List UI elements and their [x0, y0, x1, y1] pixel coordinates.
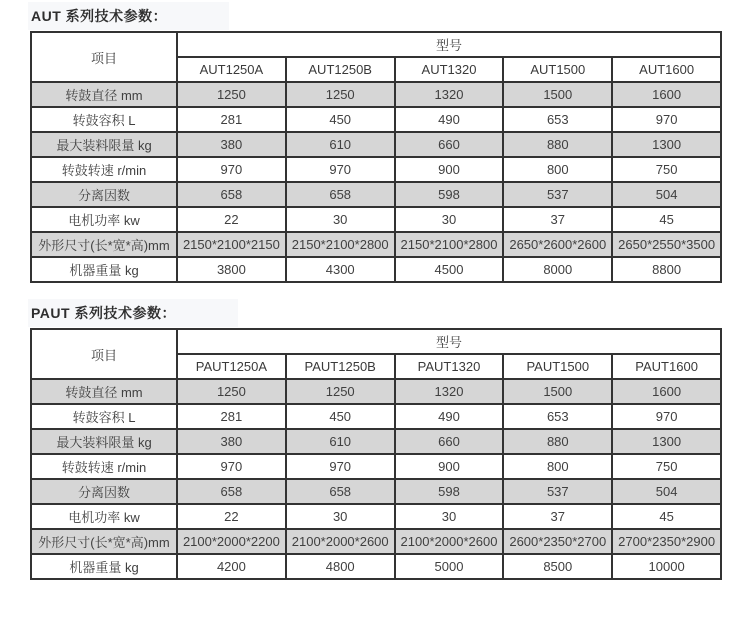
value-cell: 4800 [286, 554, 395, 579]
value-cell: 450 [286, 404, 395, 429]
value-cell: 2100*2000*2200 [177, 529, 286, 554]
value-cell: 750 [612, 157, 721, 182]
aut-series-title: AUT 系列技术参数： [28, 2, 229, 30]
row-label-cell: 转鼓直径 mm [31, 379, 177, 404]
table-row [31, 504, 721, 529]
model-header-cell: AUT1250A [177, 57, 286, 82]
value-cell: 8800 [612, 257, 721, 282]
value-cell: 658 [177, 182, 286, 207]
value-cell: 800 [503, 454, 612, 479]
value-cell: 281 [177, 107, 286, 132]
value-cell: 658 [286, 479, 395, 504]
model-header-cell: AUT1320 [395, 57, 504, 82]
value-cell: 970 [177, 157, 286, 182]
aut-series-table [30, 31, 722, 283]
value-cell: 1600 [612, 379, 721, 404]
value-cell: 2150*2100*2800 [395, 232, 504, 257]
row-label-cell: 电机功率 kw [31, 504, 177, 529]
model-header-cell: AUT1600 [612, 57, 721, 82]
value-cell: 2100*2000*2600 [395, 529, 504, 554]
value-cell: 598 [395, 182, 504, 207]
value-cell: 2650*2600*2600 [503, 232, 612, 257]
row-label-cell: 转鼓转速 r/min [31, 157, 177, 182]
value-cell: 490 [395, 404, 504, 429]
value-cell: 4500 [395, 257, 504, 282]
paut-series-table [30, 328, 722, 580]
table-row [31, 529, 721, 554]
value-cell: 504 [612, 182, 721, 207]
value-cell: 2600*2350*2700 [503, 529, 612, 554]
model-header-cell: PAUT1250A [177, 354, 286, 379]
value-cell: 970 [286, 454, 395, 479]
value-cell: 1320 [395, 82, 504, 107]
model-header-cell: AUT1250B [286, 57, 395, 82]
value-cell: 1600 [612, 82, 721, 107]
model-header-cell: PAUT1320 [395, 354, 504, 379]
table-row [31, 257, 721, 282]
value-cell: 900 [395, 454, 504, 479]
value-cell: 22 [177, 504, 286, 529]
value-cell: 30 [286, 504, 395, 529]
value-cell: 900 [395, 157, 504, 182]
header-row-model-group [31, 32, 721, 57]
row-label-cell: 分离因数 [31, 182, 177, 207]
value-cell: 1250 [286, 82, 395, 107]
row-label-cell: 转鼓转速 r/min [31, 454, 177, 479]
value-cell: 970 [612, 404, 721, 429]
row-label-cell: 转鼓容积 L [31, 107, 177, 132]
value-cell: 3800 [177, 257, 286, 282]
value-cell: 5000 [395, 554, 504, 579]
model-header-cell: PAUT1500 [503, 354, 612, 379]
model-header-cell: PAUT1600 [612, 354, 721, 379]
value-cell: 970 [286, 157, 395, 182]
row-label-cell: 电机功率 kw [31, 207, 177, 232]
model-header-cell: AUT1500 [503, 57, 612, 82]
row-label-cell: 转鼓容积 L [31, 404, 177, 429]
value-cell: 1300 [612, 429, 721, 454]
value-cell: 660 [395, 429, 504, 454]
value-cell: 653 [503, 107, 612, 132]
table-row [31, 454, 721, 479]
value-cell: 970 [612, 107, 721, 132]
header-row-model-group [31, 329, 721, 354]
table-row [31, 429, 721, 454]
table-row [31, 182, 721, 207]
value-cell: 653 [503, 404, 612, 429]
value-cell: 45 [612, 207, 721, 232]
table-row [31, 404, 721, 429]
value-cell: 1300 [612, 132, 721, 157]
value-cell: 800 [503, 157, 612, 182]
value-cell: 450 [286, 107, 395, 132]
row-label-cell: 最大装料限量 kg [31, 429, 177, 454]
table-row [31, 107, 721, 132]
value-cell: 880 [503, 132, 612, 157]
table-row [31, 379, 721, 404]
value-cell: 281 [177, 404, 286, 429]
value-cell: 2100*2000*2600 [286, 529, 395, 554]
column-header-model: 型号 [177, 32, 721, 57]
column-header-item: 项目 [31, 329, 177, 379]
value-cell: 37 [503, 207, 612, 232]
column-header-item: 项目 [31, 32, 177, 82]
value-cell: 8000 [503, 257, 612, 282]
table-row [31, 479, 721, 504]
row-label-cell: 外形尺寸(长*宽*高)mm [31, 529, 177, 554]
value-cell: 4200 [177, 554, 286, 579]
model-header-cell: PAUT1250B [286, 354, 395, 379]
aut-series-section [0, 0, 749, 283]
value-cell: 37 [503, 504, 612, 529]
value-cell: 537 [503, 182, 612, 207]
paut-series-section [0, 297, 749, 580]
table-row [31, 132, 721, 157]
value-cell: 970 [177, 454, 286, 479]
value-cell: 880 [503, 429, 612, 454]
value-cell: 1250 [177, 379, 286, 404]
table-row [31, 554, 721, 579]
value-cell: 610 [286, 132, 395, 157]
value-cell: 1500 [503, 379, 612, 404]
value-cell: 380 [177, 429, 286, 454]
value-cell: 2700*2350*2900 [612, 529, 721, 554]
table-row [31, 232, 721, 257]
value-cell: 30 [395, 207, 504, 232]
value-cell: 660 [395, 132, 504, 157]
value-cell: 1250 [286, 379, 395, 404]
table-row [31, 207, 721, 232]
table-row [31, 157, 721, 182]
value-cell: 10000 [612, 554, 721, 579]
value-cell: 750 [612, 454, 721, 479]
paut-series-title: PAUT 系列技术参数： [28, 299, 238, 327]
value-cell: 2650*2550*3500 [612, 232, 721, 257]
value-cell: 490 [395, 107, 504, 132]
column-header-model: 型号 [177, 329, 721, 354]
value-cell: 610 [286, 429, 395, 454]
value-cell: 598 [395, 479, 504, 504]
value-cell: 1500 [503, 82, 612, 107]
row-label-cell: 机器重量 kg [31, 554, 177, 579]
value-cell: 2150*2100*2800 [286, 232, 395, 257]
value-cell: 30 [286, 207, 395, 232]
value-cell: 504 [612, 479, 721, 504]
value-cell: 22 [177, 207, 286, 232]
row-label-cell: 分离因数 [31, 479, 177, 504]
value-cell: 658 [286, 182, 395, 207]
value-cell: 380 [177, 132, 286, 157]
row-label-cell: 转鼓直径 mm [31, 82, 177, 107]
value-cell: 4300 [286, 257, 395, 282]
row-label-cell: 机器重量 kg [31, 257, 177, 282]
value-cell: 1250 [177, 82, 286, 107]
table-row [31, 82, 721, 107]
row-label-cell: 外形尺寸(长*宽*高)mm [31, 232, 177, 257]
value-cell: 45 [612, 504, 721, 529]
row-label-cell: 最大装料限量 kg [31, 132, 177, 157]
value-cell: 658 [177, 479, 286, 504]
value-cell: 537 [503, 479, 612, 504]
value-cell: 2150*2100*2150 [177, 232, 286, 257]
value-cell: 30 [395, 504, 504, 529]
value-cell: 8500 [503, 554, 612, 579]
value-cell: 1320 [395, 379, 504, 404]
